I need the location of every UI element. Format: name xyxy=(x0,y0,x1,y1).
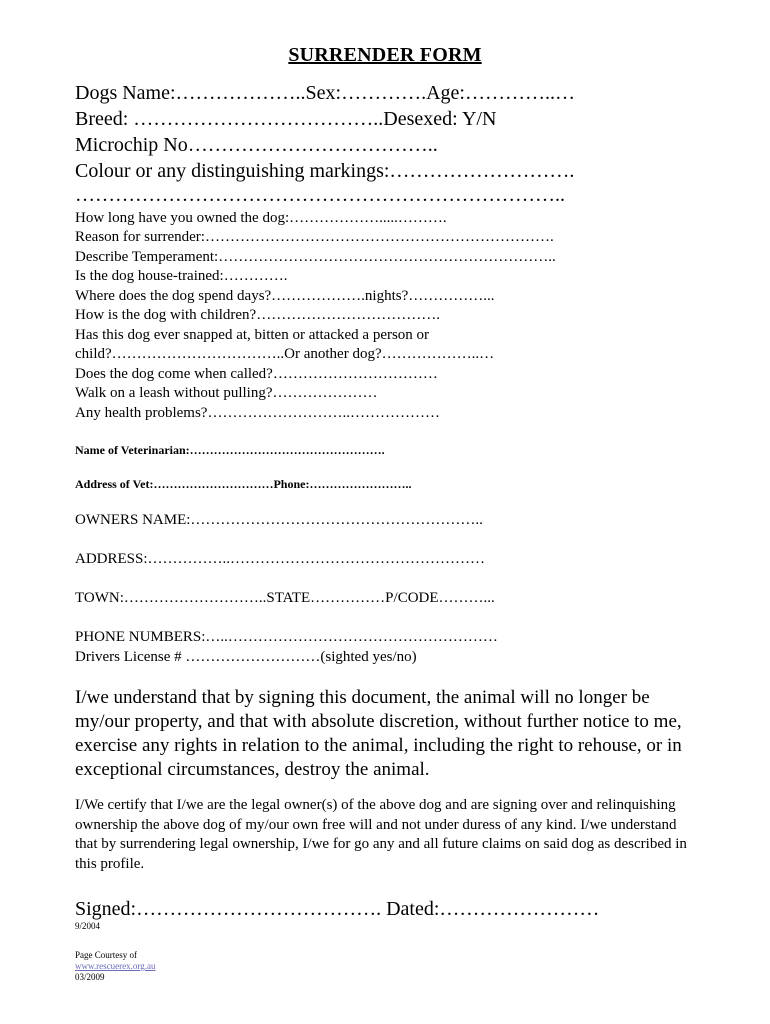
vet-address-phone-line: Address of Vet:…………………………Phone:…………………….. xyxy=(75,477,412,491)
town-state-postcode-line: TOWN:………………………..STATE……………P/CODE………... xyxy=(75,590,495,606)
declaration-paragraph: I/we understand that by signing this document, the animal will no longer be my/our property, and that with absolute discretion, without further notice to me, exercise any rights in relation to the animal, including the right to rehouse, or in exceptional circumstances, destroy the animal. xyxy=(75,687,682,780)
drivers-license-line: Drivers License # ………………………(sighted yes/no) xyxy=(75,649,417,665)
breed-desexed-line: Breed: ………………………………..Desexed: Y/N xyxy=(75,108,497,130)
question-health: Any health problems?………………………..……………… xyxy=(75,405,440,421)
question-leash: Walk on a leash without pulling?………………… xyxy=(75,385,378,401)
phone-numbers-line: PHONE NUMBERS:…..……………………………………………… xyxy=(75,629,498,645)
dog-name-sex-age-line: Dogs Name:………………..Sex:………….Age:…………..… xyxy=(75,82,575,104)
certification-paragraph: I/We certify that I/we are the legal owner(s) of the above dog and are signing over and relinquishing ownership the above dog of my/our own free will and not under duress of any kind. I/we understand that by surrendering legal ownership, I/we for go any and all future claims on said dog as described in this profile. xyxy=(75,797,687,872)
website-link[interactable]: www.rescuerex.org.au xyxy=(75,961,156,971)
question-recall: Does the dog come when called?…………………………… xyxy=(75,366,438,382)
footer-date: 03/2009 xyxy=(75,972,105,982)
microchip-line: Microchip No……………………………….. xyxy=(75,134,438,156)
address-line: ADDRESS:……………..…………………………………………… xyxy=(75,551,486,567)
question-surrender-reason: Reason for surrender:……………………………………………………………. xyxy=(75,229,554,245)
question-temperament: Describe Temperament:………………………………………………………….. xyxy=(75,249,556,265)
signed-dated-line: Signed:………………………………. Dated:…………………… xyxy=(75,898,600,920)
version-date: 9/2004 xyxy=(75,921,101,931)
question-house-trained: Is the dog house-trained:…………. xyxy=(75,268,288,284)
question-snapped: Has this dog ever snapped at, bitten or attacked a person or xyxy=(75,327,430,343)
question-days-nights: Where does the dog spend days?……………….nights?……………... xyxy=(75,288,495,304)
form-title: SURRENDER FORM xyxy=(288,44,482,66)
colour-markings-line: Colour or any distinguishing markings:………………………. xyxy=(75,160,575,182)
question-children: How is the dog with children?………………………………. xyxy=(75,307,440,323)
question-snapped-continuation: child?……………………………..Or another dog?………………..… xyxy=(75,346,495,362)
vet-name-line: Name of Veterinarian:…………………………………………. xyxy=(75,443,385,457)
question-owned-duration: How long have you owned the dog:……………….....………. xyxy=(75,210,447,226)
owners-name-line: OWNERS NAME:………………………………………………….. xyxy=(75,512,483,528)
colour-markings-continuation: ……………………………………………………………….. xyxy=(75,184,565,206)
courtesy-label: Page Courtesy of xyxy=(75,950,137,960)
